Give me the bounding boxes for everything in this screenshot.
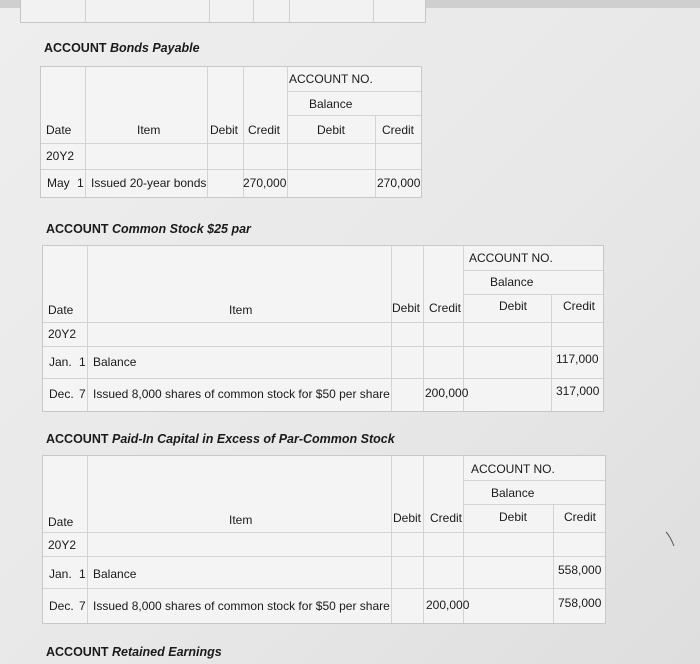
balance-credit-header: Credit — [563, 299, 596, 313]
year-label: 20Y2 — [48, 538, 77, 552]
common-stock-ledger — [42, 245, 604, 412]
row-day: 7 — [79, 387, 86, 401]
row-day: 7 — [79, 599, 86, 613]
item-header: Item — [137, 123, 161, 137]
debit-header: Debit — [210, 123, 239, 137]
paid-in-capital-heading: ACCOUNT Paid-In Capital in Excess of Par-Common Stock — [46, 432, 395, 446]
balance-label: Balance — [491, 486, 535, 500]
balance-credit-header: Credit — [564, 510, 597, 524]
account-no-label: ACCOUNT NO. — [289, 72, 373, 86]
bonds-payable-heading: ACCOUNT Bonds Payable — [44, 41, 200, 55]
row-balance-credit: 117,000 — [556, 352, 599, 366]
row-month: Dec. — [49, 599, 74, 613]
balance-debit-header: Debit — [317, 123, 346, 137]
debit-header: Debit — [392, 301, 421, 315]
retained-earnings-heading: ACCOUNT Retained Earnings — [46, 645, 222, 659]
common-stock-heading: ACCOUNT Common Stock $25 par — [46, 222, 251, 236]
credit-header: Credit — [248, 123, 281, 137]
balance-label: Balance — [309, 97, 353, 111]
row-month: May — [47, 176, 70, 190]
row-day: 1 — [79, 567, 86, 581]
row-month: Jan. — [49, 567, 72, 581]
row-balance-credit: 317,000 — [556, 384, 600, 398]
row-item: Issued 8,000 shares of common stock for $50 per share — [93, 387, 390, 401]
row-credit: 270,000 — [243, 176, 287, 190]
bonds-payable-ledger — [40, 66, 422, 198]
credit-header: Credit — [429, 301, 462, 315]
balance-credit-header: Credit — [382, 123, 415, 137]
row-day: 1 — [79, 355, 86, 369]
previous-ledger-table — [20, 0, 426, 23]
row-item: Balance — [93, 355, 137, 369]
date-header: Date — [48, 303, 74, 317]
row-credit: 200,000 — [425, 386, 469, 400]
date-header: Date — [48, 515, 74, 529]
year-label: 20Y2 — [48, 327, 77, 341]
item-header: Item — [229, 513, 253, 527]
paid-in-capital-ledger — [42, 455, 606, 624]
year-label: 20Y2 — [46, 149, 75, 163]
pen-mark — [660, 528, 684, 552]
credit-header: Credit — [430, 511, 463, 525]
row-credit: 200,000 — [426, 598, 470, 612]
balance-label: Balance — [490, 275, 534, 289]
row-month: Jan. — [49, 355, 72, 369]
balance-debit-header: Debit — [499, 299, 528, 313]
date-header: Date — [46, 123, 72, 137]
balance-debit-header: Debit — [499, 510, 528, 524]
row-item: Balance — [93, 567, 137, 581]
row-month: Dec. — [49, 387, 74, 401]
debit-header: Debit — [393, 511, 422, 525]
row-balance-credit: 270,000 — [377, 176, 421, 190]
account-no-label: ACCOUNT NO. — [471, 462, 555, 476]
row-item: Issued 20-year bonds — [91, 176, 207, 190]
row-balance-credit: 758,000 — [558, 596, 602, 610]
row-item: Issued 8,000 shares of common stock for $50 per share — [93, 599, 390, 613]
account-no-label: ACCOUNT NO. — [469, 251, 553, 265]
row-balance-credit: 558,000 — [558, 563, 602, 577]
item-header: Item — [229, 303, 253, 317]
row-day: 1 — [77, 176, 84, 190]
